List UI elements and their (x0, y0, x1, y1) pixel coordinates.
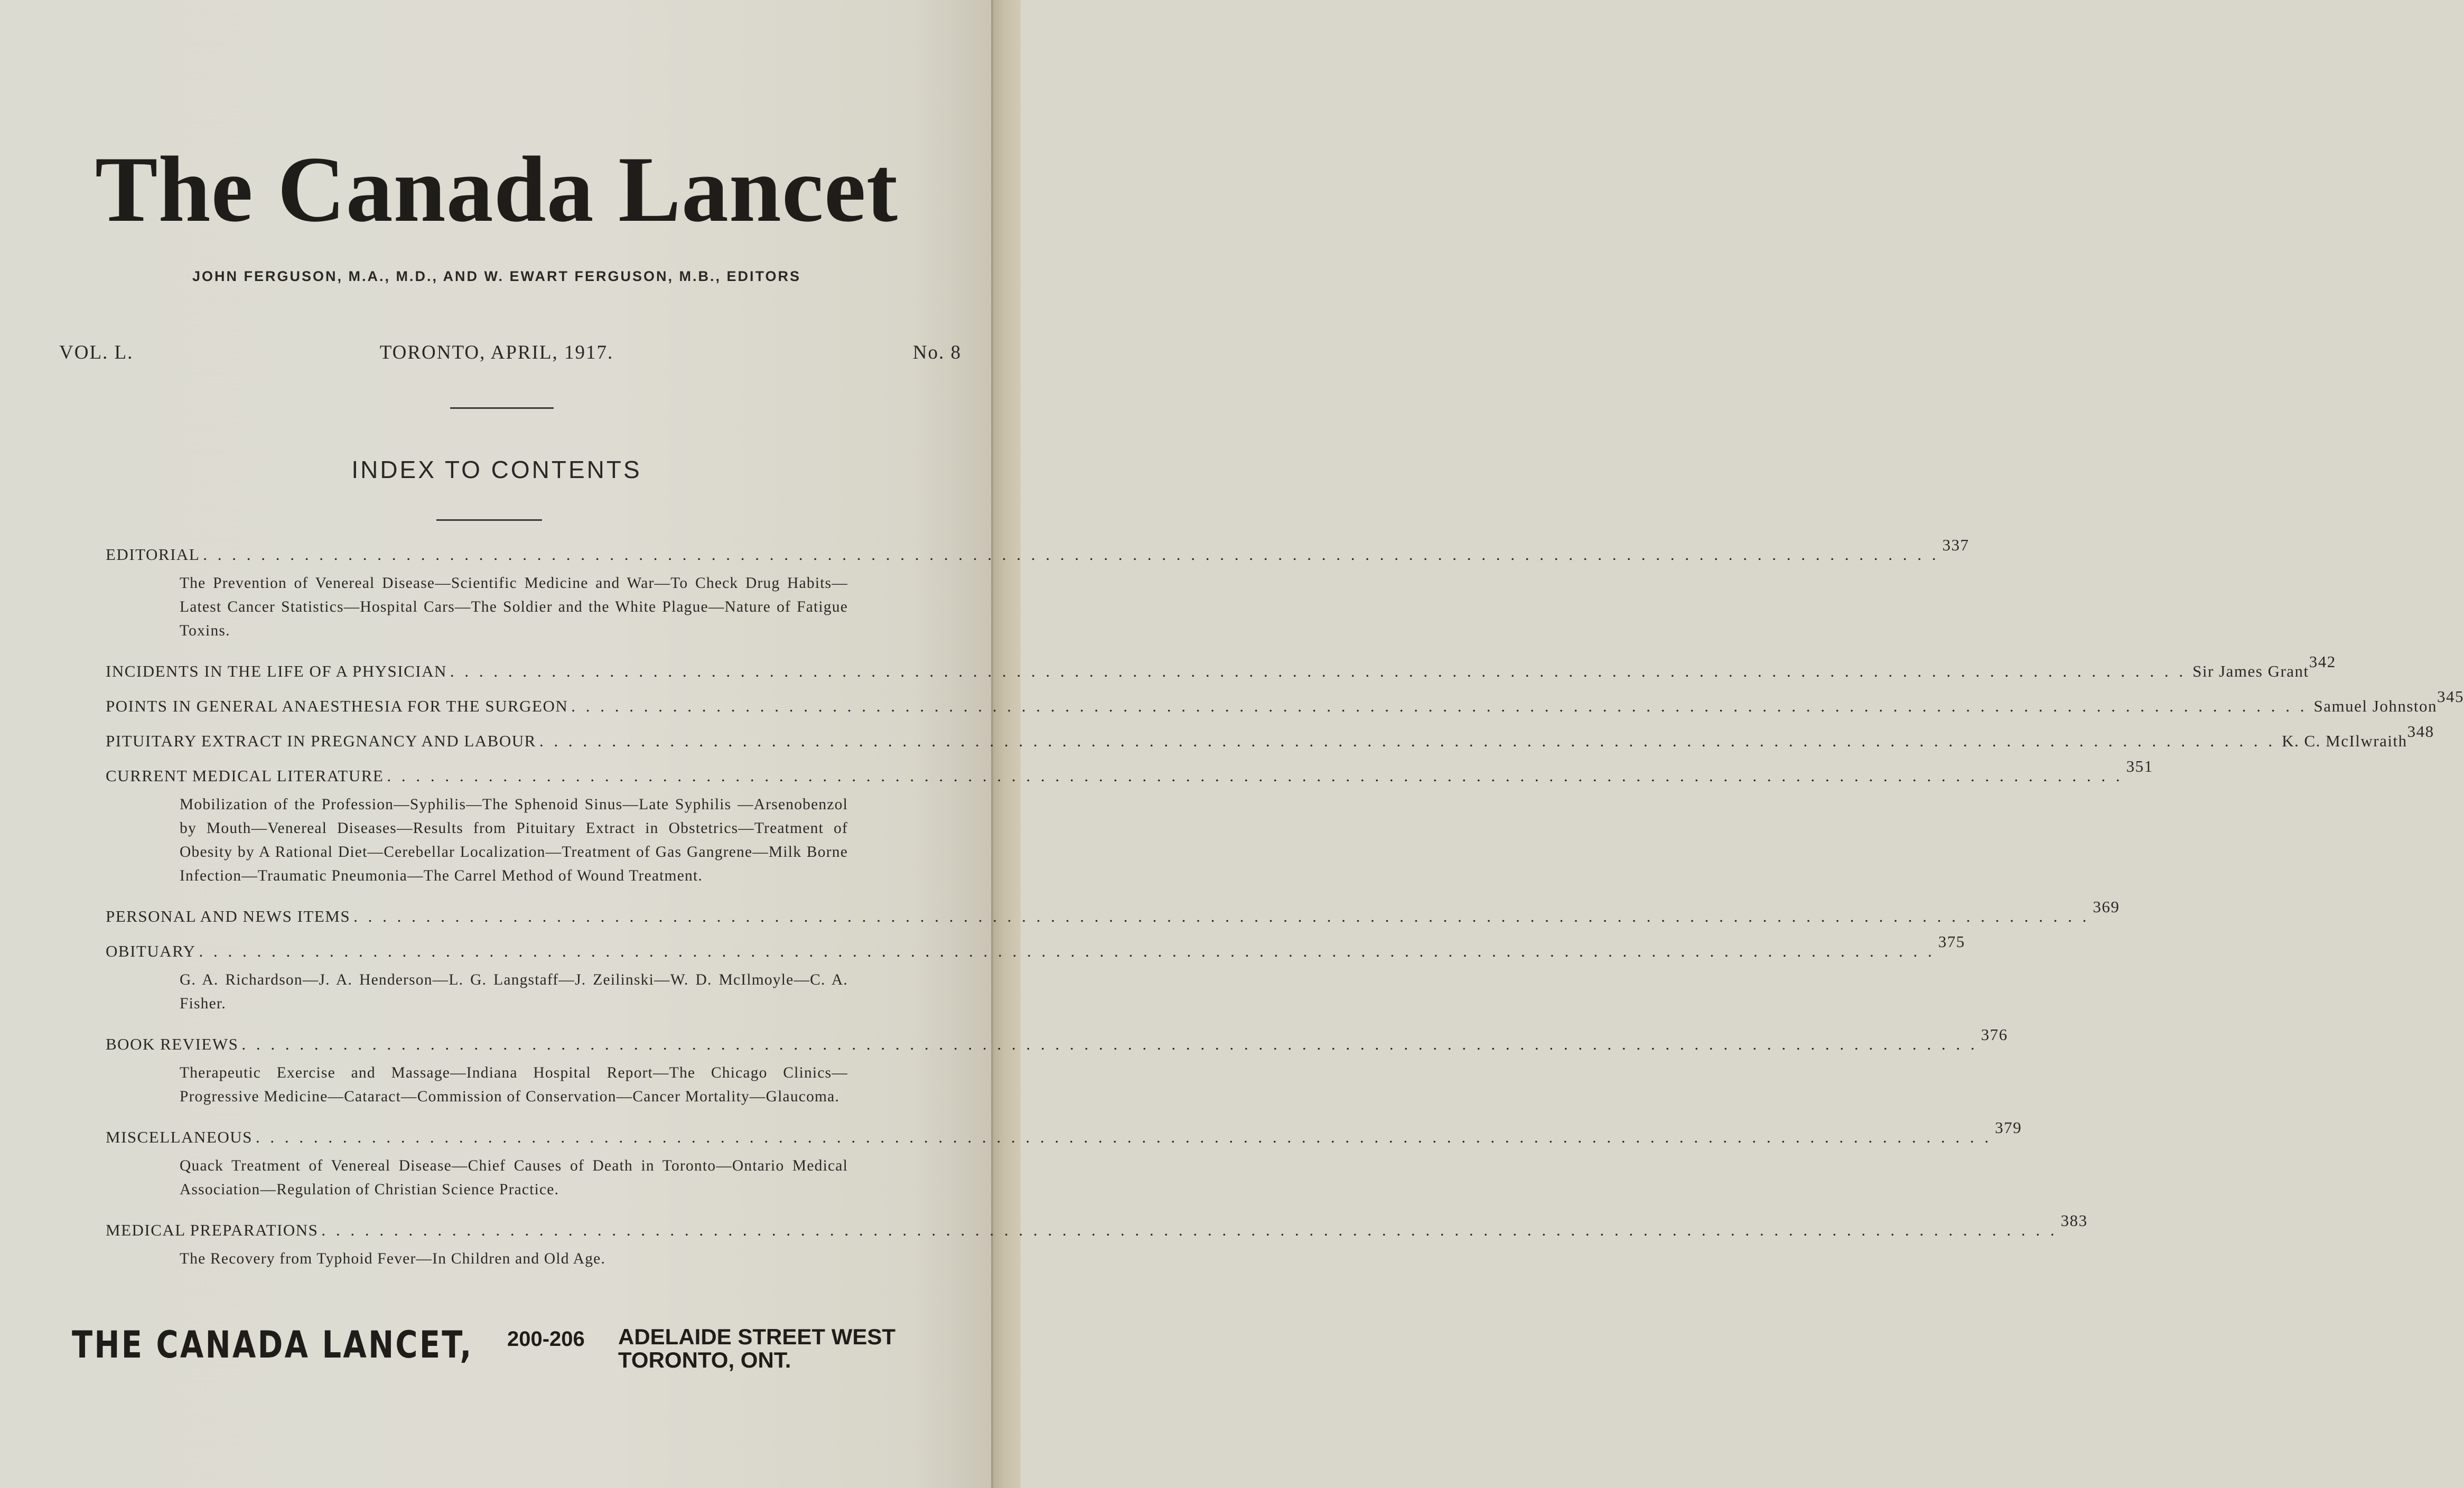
toc-entry-author: Sir James Grant (2192, 662, 2309, 680)
toc-leader-dots: . . . . . . . . . . . . . . . . . . . . . . . . . . . . . . . . . . . . . . . . . . . . . . . . . . . . . . . . . . . . . . . . . . . . . . . . . . . . . . . . . . . . . . . . . . . . . . . . . . . . . . . . . . . . . . . . . . . . . . . . (571, 697, 2308, 715)
toc-entry (106, 1211, 2088, 1271)
toc-entry (106, 687, 2464, 716)
toc-entry-title: CURRENT MEDICAL LITERATURE (106, 766, 384, 785)
toc-page-number: 379 (1995, 1118, 2022, 1137)
toc-page-number: 369 (2093, 897, 2120, 916)
toc-entry-row (106, 897, 2120, 926)
toc-entry (106, 897, 2120, 926)
toc-entry-row (106, 932, 1965, 961)
toc-entry (106, 932, 1965, 1016)
toc-entry-description: Mobilization of the Profession—Syphilis—The Sphenoid Sinus—Late Syphilis —Arsenobenzol by Mouth—Venereal Diseases—Results from Pituitary Extract in Obstetrics—Treatment of Obesity by A Rational Diet—Cerebellar Localization—Treatment of Gas Gangrene—Milk Borne Infection—Traumatic Pneumonia—The Carrel Method of Wound Treatment. (180, 796, 848, 884)
toc-entry (106, 722, 2434, 751)
toc-entry-row (106, 757, 2153, 785)
toc-entry-row (106, 687, 2464, 716)
toc-entry (106, 536, 1970, 643)
toc-leader-dots: . . . . . . . . . . . . . . . . . . . . . . . . . . . . . . . . . . . . . . . . . . . . . . . . . . . . . . . . . . . . . . . . . . . . . . . . . . . . . . . . . . . . . . . . . . . . . . . . . . . . . . . . . . . . . . . . . . . . . . . . (199, 942, 1935, 960)
toc-entry-title: BOOK REVIEWS (106, 1035, 239, 1053)
toc-entry-author: Samuel Johnston (2313, 697, 2437, 715)
toc-leader-dots: . . . . . . . . . . . . . . . . . . . . . . . . . . . . . . . . . . . . . . . . . . . . . . . . . . . . . . . . . . . . . . . . . . . . . . . . . . . . . . . . . . . . . . . . . . . . . . . . . . . . . . . . . . . . . . . . . . . . . . . . (450, 662, 2187, 680)
index-heading: INDEX TO CONTENTS (351, 456, 642, 483)
toc-page-number: 351 (2126, 757, 2153, 775)
toc-entry-row (106, 1025, 2008, 1054)
dateline: TORONTO, APRIL, 1917. (379, 342, 614, 363)
footer-brand: THE CANADA LANCET, (72, 1323, 473, 1367)
toc-entry (106, 1025, 2008, 1109)
toc-entry-title: PITUITARY EXTRACT IN PREGNANCY AND LABOUR (106, 732, 536, 750)
top-divider (450, 407, 554, 409)
toc-entry-description: G. A. Richardson—J. A. Henderson—L. G. Langstaff—J. Zeilinski—W. D. McIlmoyle—C. A. Fisher. (180, 971, 848, 1012)
toc-page-number: 375 (1938, 932, 1965, 951)
toc-entry-title: MEDICAL PREPARATIONS (106, 1221, 319, 1239)
footer-address-line2: TORONTO, ONT. (618, 1347, 791, 1372)
toc-entry-title: OBITUARY (106, 942, 196, 960)
toc-entry-title: EDITORIAL (106, 545, 200, 564)
volume-label: VOL. L. (59, 342, 134, 363)
toc-entry-row (106, 1118, 2022, 1147)
toc-entry (106, 652, 2336, 681)
footer-address-line1: ADELAIDE STREET WEST (618, 1324, 896, 1349)
toc-leader-dots: . . . . . . . . . . . . . . . . . . . . . . . . . . . . . . . . . . . . . . . . . . . . . . . . . . . . . . . . . . . . . . . . . . . . . . . . . . . . . . . . . . . . . . . . . . . . . . . . . . . . . . . . . . . . . . . . . . . . . . . . (203, 545, 1939, 564)
toc-page-number: 376 (1981, 1025, 2008, 1044)
toc-leader-dots: . . . . . . . . . . . . . . . . . . . . . . . . . . . . . . . . . . . . . . . . . . . . . . . . . . . . . . . . . . . . . . . . . . . . . . . . . . . . . . . . . . . . . . . . . . . . . . . . . . . . . . . . . . . . . . . . . . . . . . . . (353, 907, 2090, 925)
journal-title: The Canada Lancet (95, 137, 899, 241)
editors-line: JOHN FERGUSON, M.A., M.D., AND W. EWART FERGUSON, M.B., EDITORS (192, 268, 801, 284)
footer-street-number: 200-206 (507, 1327, 585, 1351)
index-divider (436, 519, 542, 521)
toc-page-number: 337 (1942, 536, 1970, 554)
toc-entry-title: MISCELLANEOUS (106, 1128, 253, 1146)
toc-entry-description: The Recovery from Typhoid Fever—In Children and Old Age. (180, 1250, 606, 1267)
toc-entry-row (106, 652, 2336, 681)
toc-entry-title: INCIDENTS IN THE LIFE OF A PHYSICIAN (106, 662, 447, 680)
toc-leader-dots: . . . . . . . . . . . . . . . . . . . . . . . . . . . . . . . . . . . . . . . . . . . . . . . . . . . . . . . . . . . . . . . . . . . . . . . . . . . . . . . . . . . . . . . . . . . . . . . . . . . . . . . . . . . . . . . . . . . . . . . . (321, 1221, 2058, 1239)
toc-entry-description: The Prevention of Venereal Disease—Scientific Medicine and War—To Check Drug Habits—Latest Cancer Statistics—Hospital Cars—The Soldier and the White Plague—Nature of Fatigue Toxins. (180, 575, 848, 639)
toc-leader-dots: . . . . . . . . . . . . . . . . . . . . . . . . . . . . . . . . . . . . . . . . . . . . . . . . . . . . . . . . . . . . . . . . . . . . . . . . . . . . . . . . . . . . . . . . . . . . . . . . . . . . . . . . . . . . . . . . . . . . . . . . (255, 1128, 1992, 1146)
toc-entry-title: PERSONAL AND NEWS ITEMS (106, 907, 351, 925)
toc-entry-title: POINTS IN GENERAL ANAESTHESIA FOR THE SURGEON (106, 697, 568, 715)
footer (0, 1323, 993, 1387)
toc-leader-dots: . . . . . . . . . . . . . . . . . . . . . . . . . . . . . . . . . . . . . . . . . . . . . . . . . . . . . . . . . . . . . . . . . . . . . . . . . . . . . . . . . . . . . . . . . . . . . . . . . . . . . . . . . . . . . . . . . . . . . . . . (241, 1035, 1978, 1053)
issue-number: No. 8 (912, 342, 962, 363)
toc-page-number: 383 (2060, 1211, 2088, 1230)
toc-leader-dots: . . . . . . . . . . . . . . . . . . . . . . . . . . . . . . . . . . . . . . . . . . . . . . . . . . . . . . . . . . . . . . . . . . . . . . . . . . . . . . . . . . . . . . . . . . . . . . . . . . . . . . . . . . . . . . . . . . . . . . . . (539, 732, 2276, 750)
toc-entry-row (106, 536, 1970, 564)
toc-leader-dots: . . . . . . . . . . . . . . . . . . . . . . . . . . . . . . . . . . . . . . . . . . . . . . . . . . . . . . . . . . . . . . . . . . . . . . . . . . . . . . . . . . . . . . . . . . . . . . . . . . . . . . . . . . . . . . . . . . . . . . . . (387, 766, 2123, 785)
table-of-contents (106, 536, 2464, 1290)
toc-entry-row (106, 722, 2434, 751)
toc-page-number: 342 (2309, 652, 2336, 671)
toc-entry-author: K. C. McIlwraith (2282, 732, 2407, 750)
toc-entry-description: Quack Treatment of Venereal Disease—Chief Causes of Death in Toronto—Ontario Medical Association—Regulation of Christian Science Practice. (180, 1157, 848, 1198)
toc-entry (106, 757, 2153, 888)
toc-page-number: 348 (2407, 722, 2434, 741)
footer-address (618, 1325, 956, 1372)
toc-entry (106, 1118, 2022, 1202)
toc-entry-row (106, 1211, 2088, 1240)
toc-entry-description: Therapeutic Exercise and Massage—Indiana Hospital Report—The Chicago Clinics—Progressive Medicine—Cataract—Commission of Conservation—Cancer Mortality—Glaucoma. (180, 1064, 848, 1105)
toc-page-number: 345 (2437, 687, 2464, 706)
